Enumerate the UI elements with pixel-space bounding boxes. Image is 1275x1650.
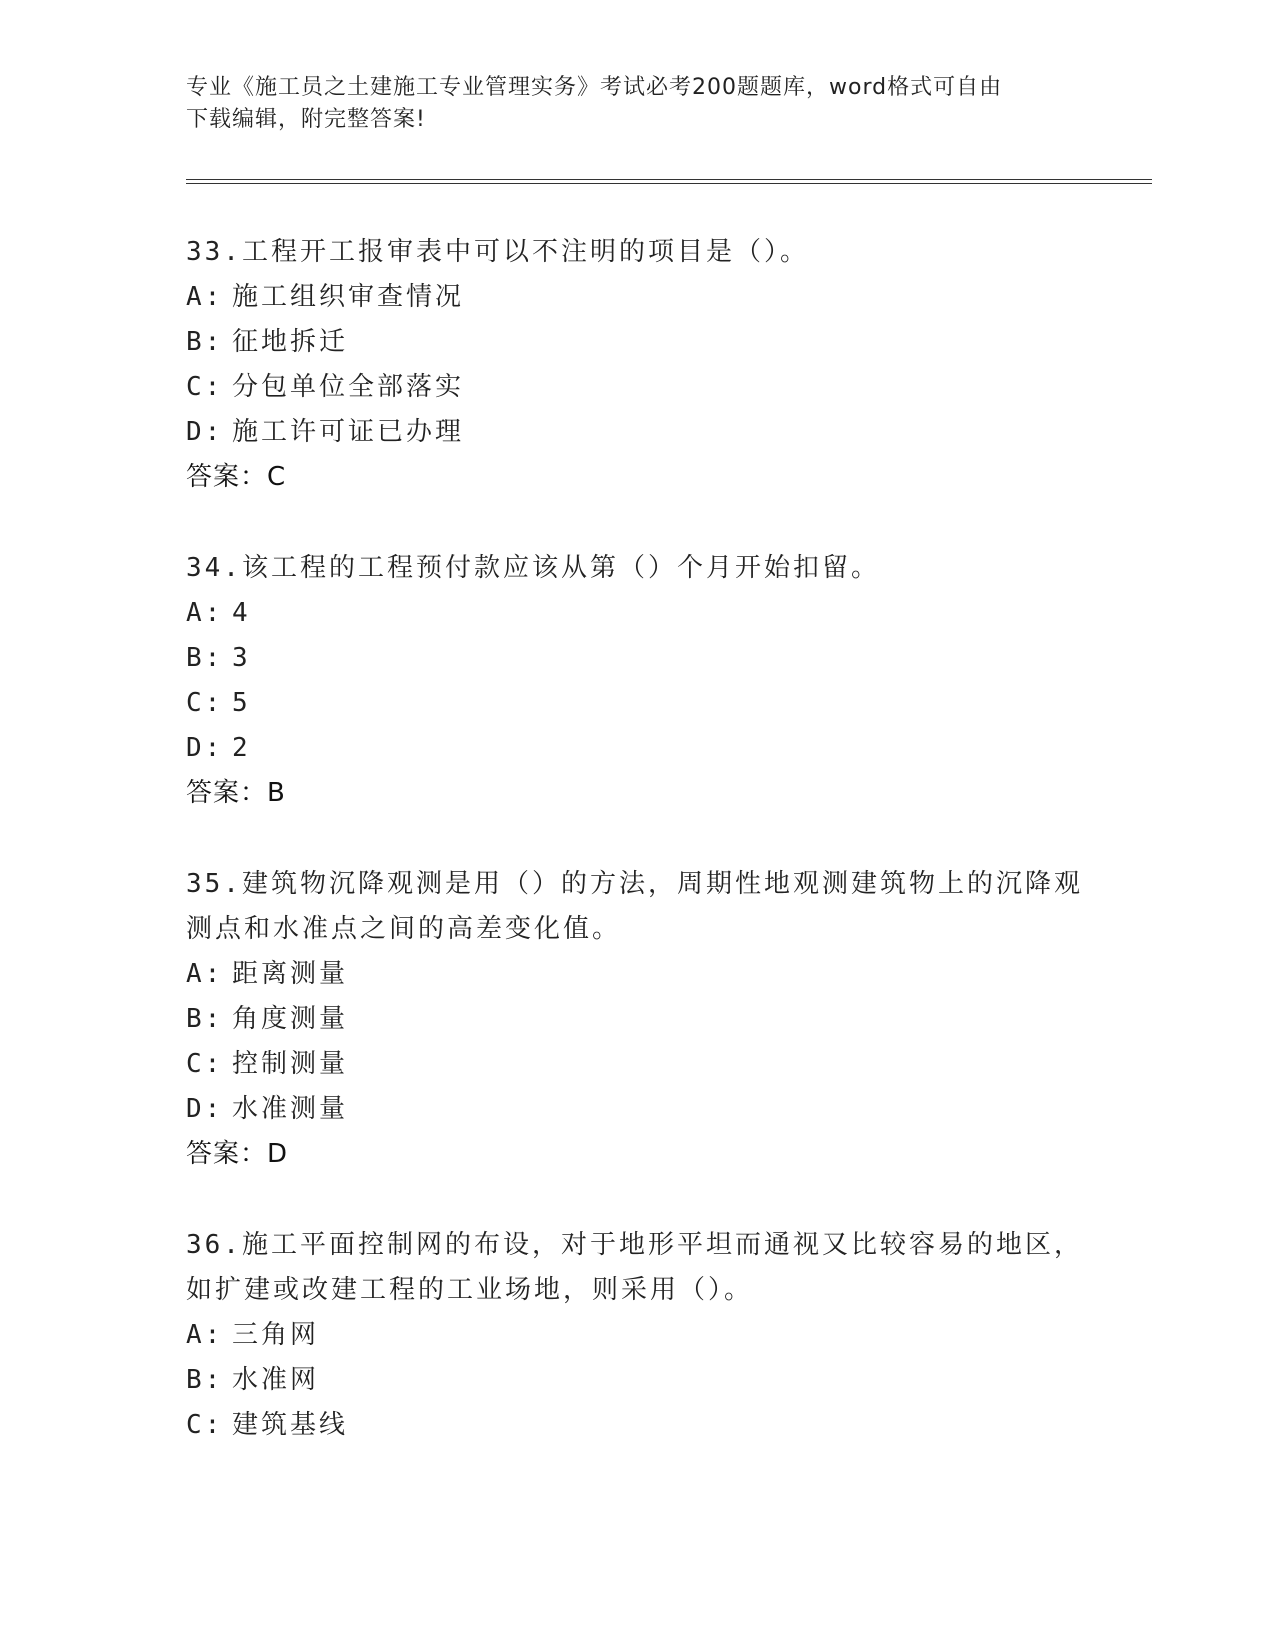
option-text: 分包单位全部落实 bbox=[232, 372, 465, 402]
option-d bbox=[186, 1087, 1086, 1132]
option-letter: A: bbox=[186, 1320, 224, 1350]
option-letter: C: bbox=[186, 372, 224, 402]
option-text: 三角网 bbox=[232, 1320, 320, 1350]
option-letter: C: bbox=[186, 1410, 224, 1440]
question-stem: 34.该工程的工程预付款应该从第（）个月开始扣留。 bbox=[186, 553, 880, 583]
question-36 bbox=[186, 1223, 1086, 1448]
option-text: 4 bbox=[232, 598, 251, 628]
option-letter: C: bbox=[186, 688, 224, 718]
option-text: 水准网 bbox=[232, 1365, 320, 1395]
question-35 bbox=[186, 862, 1086, 1177]
option-text: 水准测量 bbox=[232, 1094, 349, 1124]
option-letter: B: bbox=[186, 1004, 224, 1034]
option-text: 3 bbox=[232, 643, 251, 673]
option-letter: D: bbox=[186, 1094, 224, 1124]
option-c bbox=[186, 365, 1086, 410]
option-text: 2 bbox=[232, 733, 251, 763]
option-b bbox=[186, 1358, 1086, 1403]
question-list bbox=[186, 230, 1086, 1494]
header-line-1: 专业《施工员之土建施工专业管理实务》考试必考200题题库，word格式可自由 bbox=[186, 75, 1003, 100]
header-line-2: 下载编辑，附完整答案! bbox=[186, 107, 426, 132]
question-stem: 35.建筑物沉降观测是用（）的方法，周期性地观测建筑物上的沉降观测点和水准点之间的高差变化值。 bbox=[186, 869, 1083, 944]
option-a bbox=[186, 591, 1086, 636]
option-c bbox=[186, 1042, 1086, 1087]
answer-line: 答案：D bbox=[186, 1139, 289, 1169]
option-text: 建筑基线 bbox=[232, 1410, 349, 1440]
option-c bbox=[186, 1403, 1086, 1448]
option-letter: A: bbox=[186, 598, 224, 628]
option-text: 施工许可证已办理 bbox=[232, 417, 465, 447]
question-33 bbox=[186, 230, 1086, 500]
option-letter: B: bbox=[186, 1365, 224, 1395]
option-letter: A: bbox=[186, 282, 224, 312]
option-letter: D: bbox=[186, 733, 224, 763]
header-divider-top bbox=[186, 179, 1152, 180]
option-letter: D: bbox=[186, 417, 224, 447]
option-text: 5 bbox=[232, 688, 251, 718]
question-stem: 33.工程开工报审表中可以不注明的项目是（）。 bbox=[186, 237, 809, 267]
option-b bbox=[186, 320, 1086, 365]
answer-line: 答案：C bbox=[186, 462, 287, 492]
header-divider-bottom bbox=[186, 183, 1152, 184]
option-d bbox=[186, 410, 1086, 455]
option-text: 角度测量 bbox=[232, 1004, 349, 1034]
option-a bbox=[186, 275, 1086, 320]
option-letter: C: bbox=[186, 1049, 224, 1079]
option-a bbox=[186, 1313, 1086, 1358]
option-b bbox=[186, 997, 1086, 1042]
document-header bbox=[186, 72, 1076, 136]
question-34 bbox=[186, 546, 1086, 816]
question-stem: 36.施工平面控制网的布设，对于地形平坦而通视又比较容易的地区，如扩建或改建工程的工业场地，则采用（）。 bbox=[186, 1230, 1083, 1305]
option-letter: B: bbox=[186, 327, 224, 357]
option-text: 距离测量 bbox=[232, 959, 349, 989]
option-d bbox=[186, 726, 1086, 771]
option-c bbox=[186, 681, 1086, 726]
option-letter: B: bbox=[186, 643, 224, 673]
answer-line: 答案：B bbox=[186, 778, 286, 808]
option-text: 控制测量 bbox=[232, 1049, 349, 1079]
option-text: 征地拆迁 bbox=[232, 327, 349, 357]
option-text: 施工组织审查情况 bbox=[232, 282, 465, 312]
option-letter: A: bbox=[186, 959, 224, 989]
option-b bbox=[186, 636, 1086, 681]
option-a bbox=[186, 952, 1086, 997]
